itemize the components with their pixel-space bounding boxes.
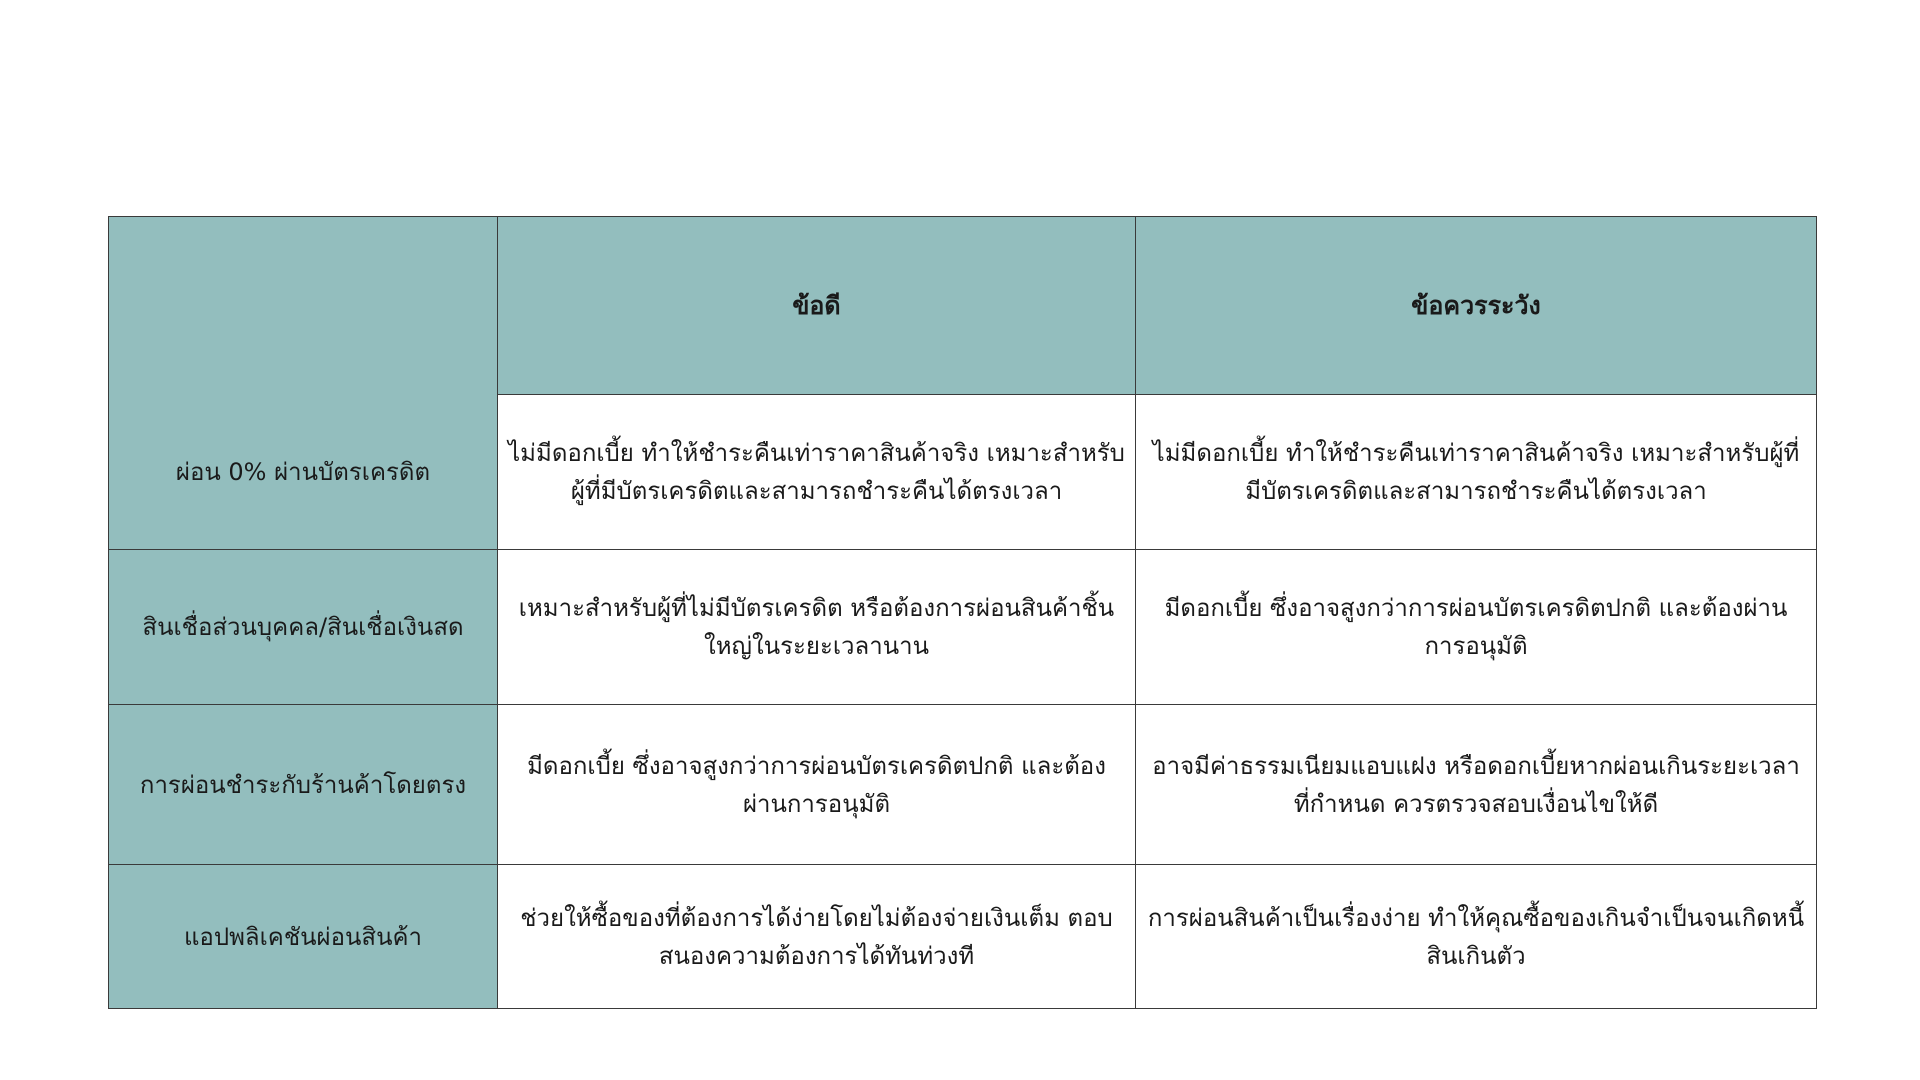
row-cons: ไม่มีดอกเบี้ย ทำให้ชำระคืนเท่าราคาสินค้าจริง เหมาะสำหรับผู้ที่มีบัตรเครดิตและสามารถชำระคืนได้ตรงเวลา bbox=[1136, 395, 1817, 550]
table-row bbox=[109, 865, 1817, 1009]
header-pros: ข้อดี bbox=[498, 217, 1136, 395]
row-cons: การผ่อนสินค้าเป็นเรื่องง่าย ทำให้คุณซื้อของเกินจำเป็นจนเกิดหนี้สินเกินตัว bbox=[1136, 865, 1817, 1009]
row-label: แอปพลิเคชันผ่อนสินค้า bbox=[109, 865, 498, 1009]
header-corner-cell bbox=[109, 217, 498, 395]
header-cons: ข้อควรระวัง bbox=[1136, 217, 1817, 395]
row-cons: อาจมีค่าธรรมเนียมแอบแฝง หรือดอกเบี้ยหากผ่อนเกินระยะเวลาที่กำหนด ควรตรวจสอบเงื่อนไขให้ดี bbox=[1136, 705, 1817, 865]
table-row bbox=[109, 395, 1817, 550]
row-label: การผ่อนชำระกับร้านค้าโดยตรง bbox=[109, 705, 498, 865]
row-cons: มีดอกเบี้ย ซึ่งอาจสูงกว่าการผ่อนบัตรเครดิตปกติ และต้องผ่านการอนุมัติ bbox=[1136, 550, 1817, 705]
row-pros: ช่วยให้ซื้อของที่ต้องการได้ง่ายโดยไม่ต้องจ่ายเงินเต็ม ตอบสนองความต้องการได้ทันท่วงที bbox=[498, 865, 1136, 1009]
row-pros: ไม่มีดอกเบี้ย ทำให้ชำระคืนเท่าราคาสินค้าจริง เหมาะสำหรับผู้ที่มีบัตรเครดิตและสามารถชำระคืนได้ตรงเวลา bbox=[498, 395, 1136, 550]
comparison-table bbox=[108, 216, 1817, 1009]
row-pros: มีดอกเบี้ย ซึ่งอาจสูงกว่าการผ่อนบัตรเครดิตปกติ และต้องผ่านการอนุมัติ bbox=[498, 705, 1136, 865]
row-pros: เหมาะสำหรับผู้ที่ไม่มีบัตรเครดิต หรือต้องการผ่อนสินค้าชิ้นใหญ่ในระยะเวลานาน bbox=[498, 550, 1136, 705]
table-header-row bbox=[109, 217, 1817, 395]
table-row bbox=[109, 705, 1817, 865]
row-label: สินเชื่อส่วนบุคคล/สินเชื่อเงินสด bbox=[109, 550, 498, 705]
row-label: ผ่อน 0% ผ่านบัตรเครดิต bbox=[109, 395, 498, 550]
table-row bbox=[109, 550, 1817, 705]
